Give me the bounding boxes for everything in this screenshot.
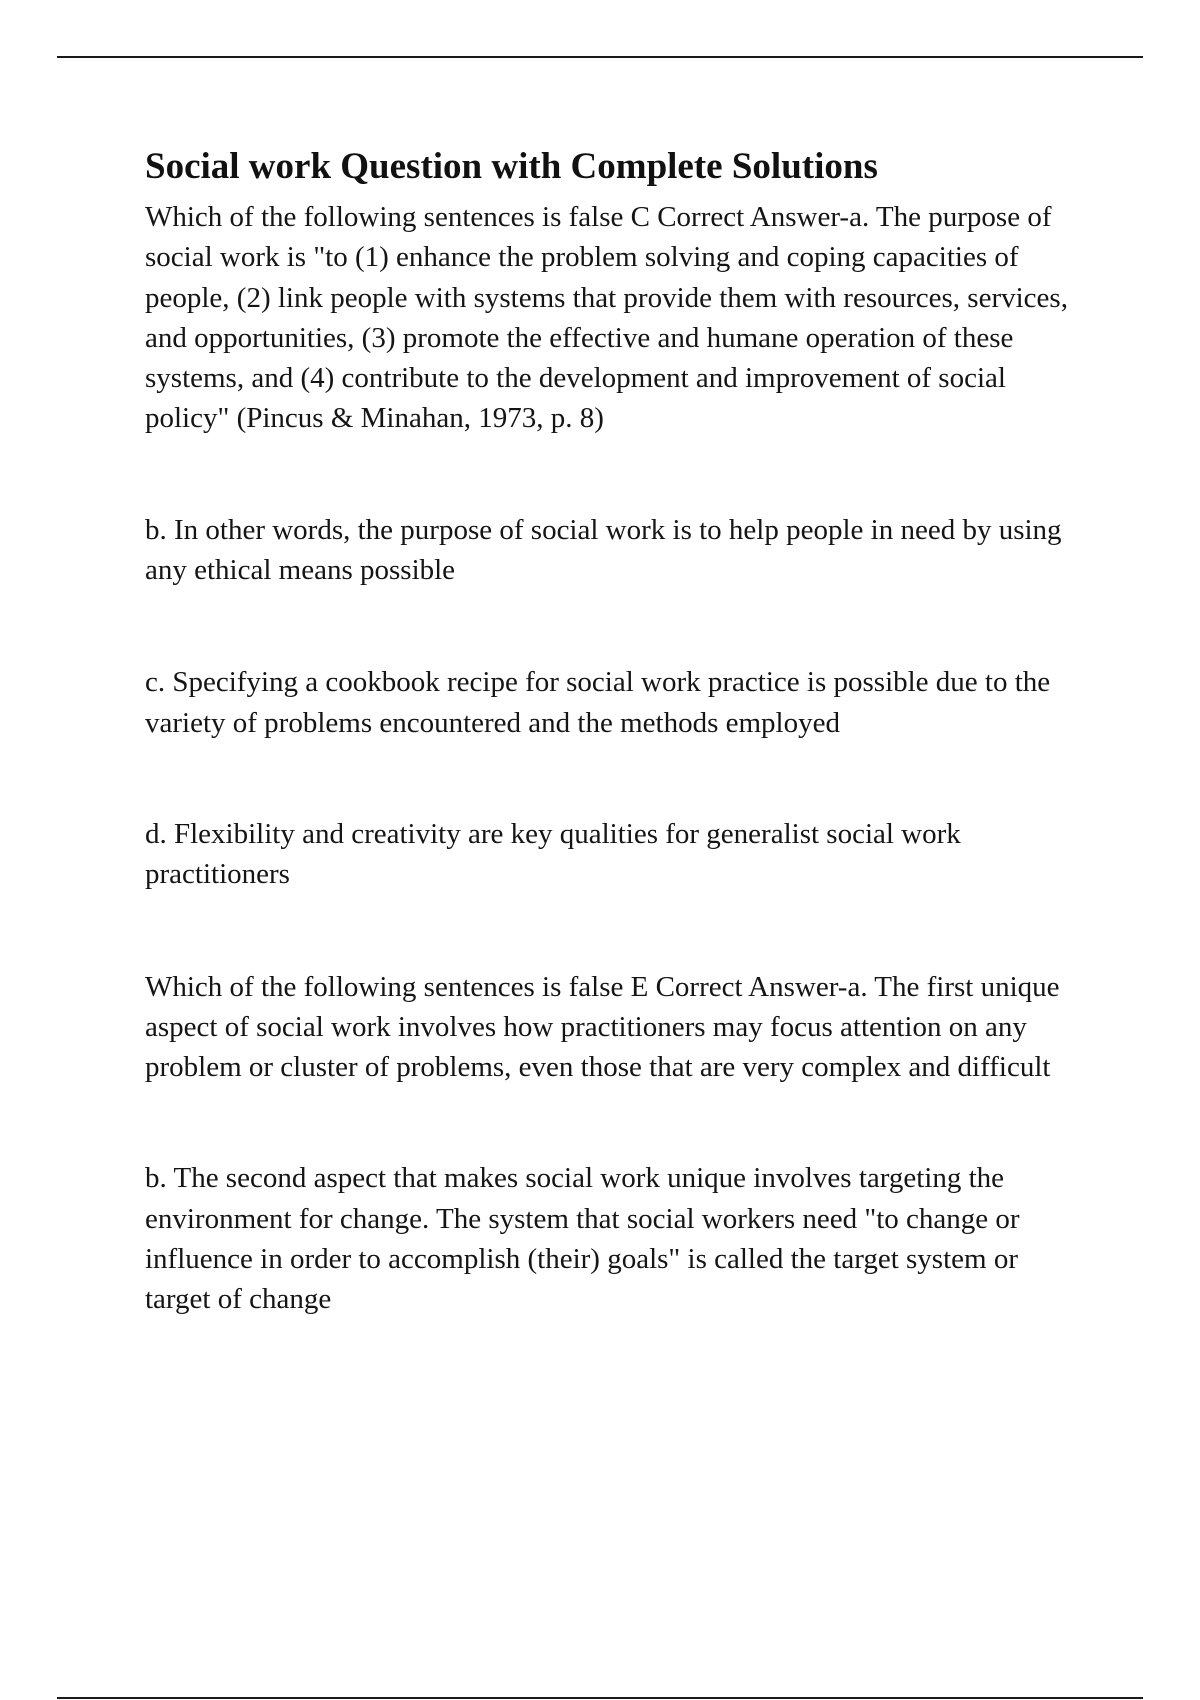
paragraph-question-1: Which of the following sentences is false C Correct Answer-a. The purpose of social work is "to (1) enhance the problem solving and coping capacities of people, (2) link people with systems that provide them with resources, services, and opportunities, (3) promote the effective and humane operation of these systems, and (4) contribute to the development and improvement of social policy" (Pincus & Minahan, 1973, p. 8) (145, 201, 1068, 435)
document-body (145, 145, 1085, 1320)
paragraph-option-d-1: d. Flexibility and creativity are key qualities for generalist social work practitioners (145, 817, 961, 891)
footer-rule (57, 1697, 1143, 1699)
paragraph-option-b-1: b. In other words, the purpose of social work is to help people in need by using any ethical means possible (145, 513, 1062, 587)
header-rule (57, 56, 1143, 58)
paragraph-option-c-1: c. Specifying a cookbook recipe for social work practice is possible due to the variety of problems encountered and the methods employed (145, 666, 1051, 739)
paragraph-option-b-2: b. The second aspect that makes social work unique involves targeting the environment for change. The system that social workers need "to change or influence in order to accomplish (their) goals" is called the target system or target of change (145, 1162, 1020, 1316)
paragraph-question-2: Which of the following sentences is false E Correct Answer-a. The first unique aspect of social work involves how practitioners may focus attention on any problem or cluster of problems, even those that are very complex and difficult (145, 970, 1060, 1084)
page-title: Social work Question with Complete Solutions (145, 146, 878, 187)
